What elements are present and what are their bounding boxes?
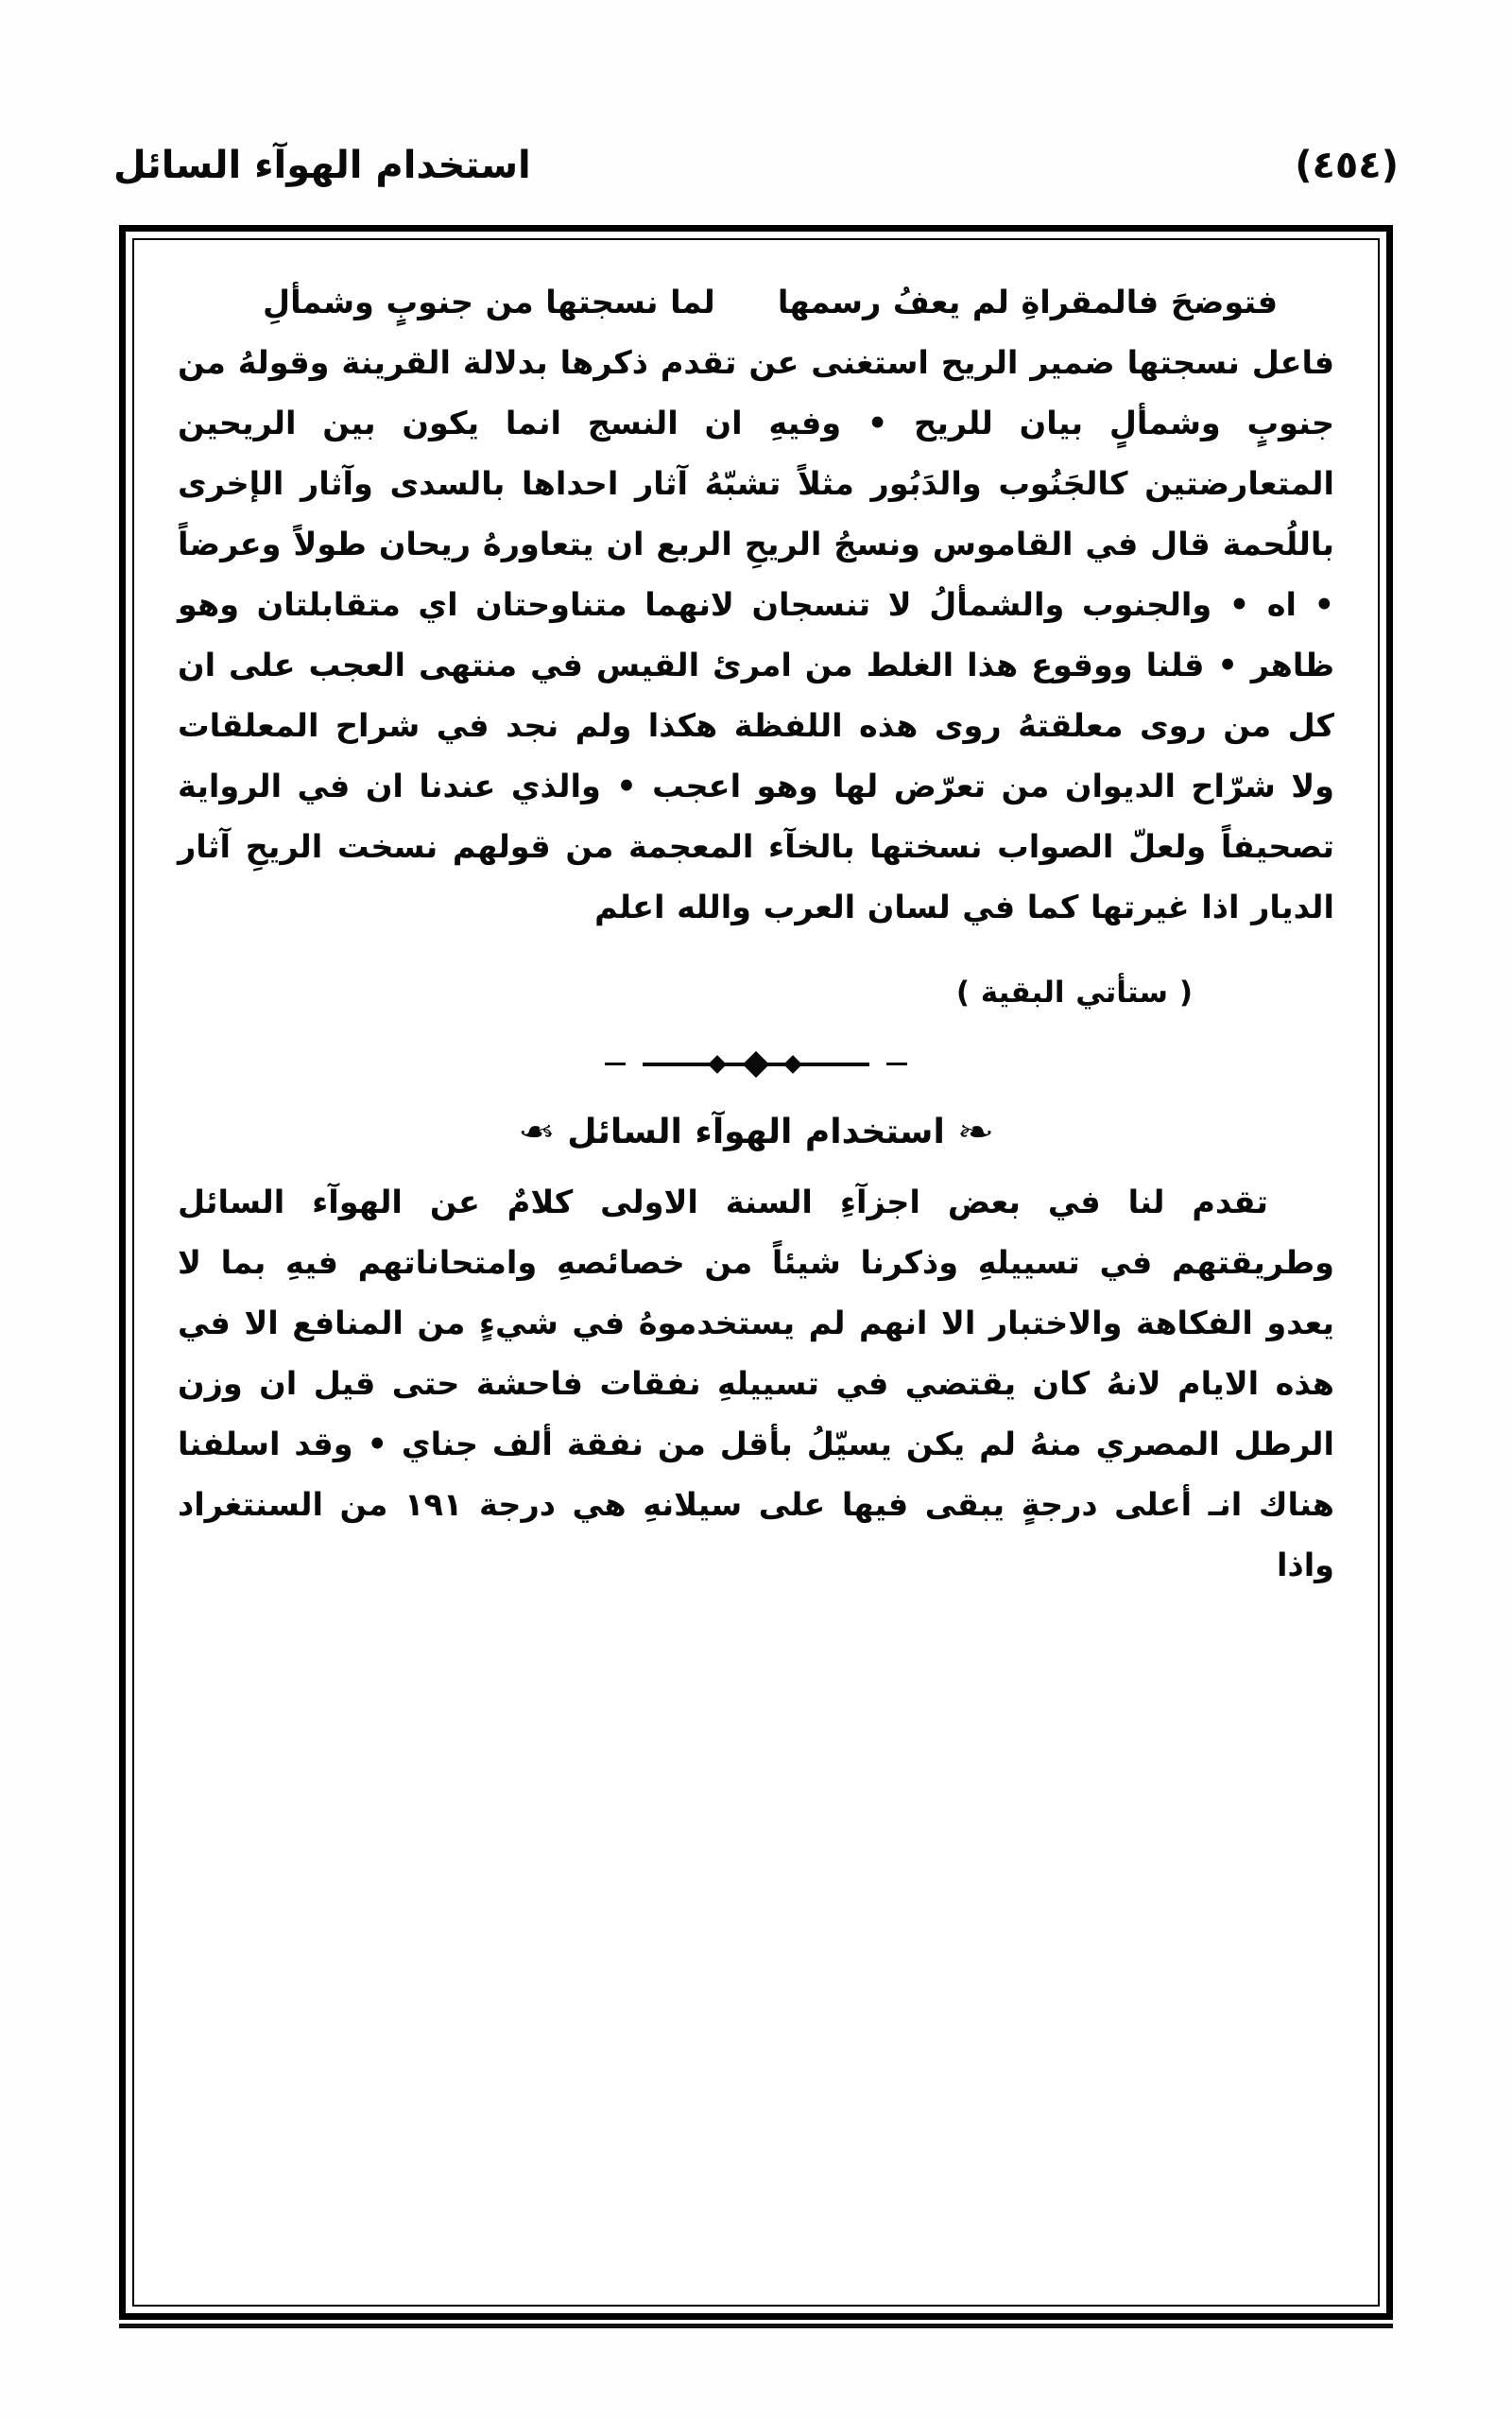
section-two-paragraph: تقدم لنا في بعض اجزآءِ السنة الاولى كلامٌ عن الهوآء السائل وطريقتهم في تسييلهِ وذكرنا شيئاً من خصائصهِ وامتحاناتهم فيهِ بما لا يعدو الفكاهة والاختبار الا انهم لم يستخدموهُ في شيءٍ من المنافع الا في هذه الايام لانهُ كان يقتضي في تسييلهِ نفقات فاحشة حتى قيل ان وزن الرطل المصري منهُ لم يكن يسيّلُ بأقل من نفقة ألف جناي • وقد اسلفنا هناك انـ أعلى درجةٍ يبقى فيها على سيلانهِ هي درجة ١٩١ من السنتغراد واذا: [178, 1184, 1335, 1583]
divider-diamond-left: [708, 1055, 727, 1074]
ornamental-divider: [605, 1051, 907, 1076]
running-head: [113, 132, 1399, 199]
section-heading: [178, 1102, 1334, 1163]
body-text-column: [134, 240, 1378, 1605]
divider-dash-right: [886, 1063, 907, 1065]
text-frame-inner: [132, 238, 1380, 2307]
bottom-rule: [119, 2324, 1393, 2328]
divider-diamond-center: [743, 1051, 769, 1078]
page-number: (٤٥٤): [1295, 144, 1399, 187]
verse-line: [178, 272, 1334, 333]
section-title: استخدام الهوآء السائل: [567, 1113, 945, 1151]
divider-diamond-right: [783, 1055, 802, 1074]
continuation-note: ( ستأتي البقية ): [955, 976, 1193, 1010]
divider-dash-left: [605, 1063, 626, 1065]
section-one-paragraph: فاعل نسجتها ضمير الريح استغنى عن تقدم ذكرها بدلالة القرينة وقولهُ من جنوبٍ وشمألٍ بيان للريح • وفيهِ ان النسج انما يكون بين الريحين المتعارضتين كالجَنُوب والدَبُور مثلاً تشبّهُ آثار احداها بالسدى وآثار الإخرى باللُحمة قال في القاموس ونسجُ الريحِ الربع ان يتعاورهُ ريحان طولاً وعرضاً • اه • والجنوب والشمألُ لا تنسجان لانهما متناوحتان اي متقابلتان وهو ظاهر • قلنا ووقوع هذا الغلط من امرئ القيس في منتهى العجب على ان كل من روى معلقتهُ روى هذه اللفظة هكذا ولم نجد في شراح المعلقات ولا شرّاح الديوان من تعرّض لها وهو اعجب • والذي عندنا ان في الرواية تصحيفاً ولعلّ الصواب نسختها بالخآء المعجمة من قولهم نسخت الريحِ آثار الديار اذا غيرتها كما في لسان العرب والله اعلم: [178, 344, 1334, 925]
verse-hemistich-left: لما نسجتها من جنوبٍ وشمألِ: [263, 284, 715, 320]
text-frame-outer: [119, 225, 1393, 2320]
flourish-left-icon: ❧: [956, 1114, 994, 1151]
running-head-title: استخدام الهوآء السائل: [113, 144, 531, 187]
verse-hemistich-right: فتوضحَ فالمقراةِ لم يعفُ رسمها: [777, 284, 1278, 320]
flourish-right-icon: ❧: [518, 1114, 556, 1151]
